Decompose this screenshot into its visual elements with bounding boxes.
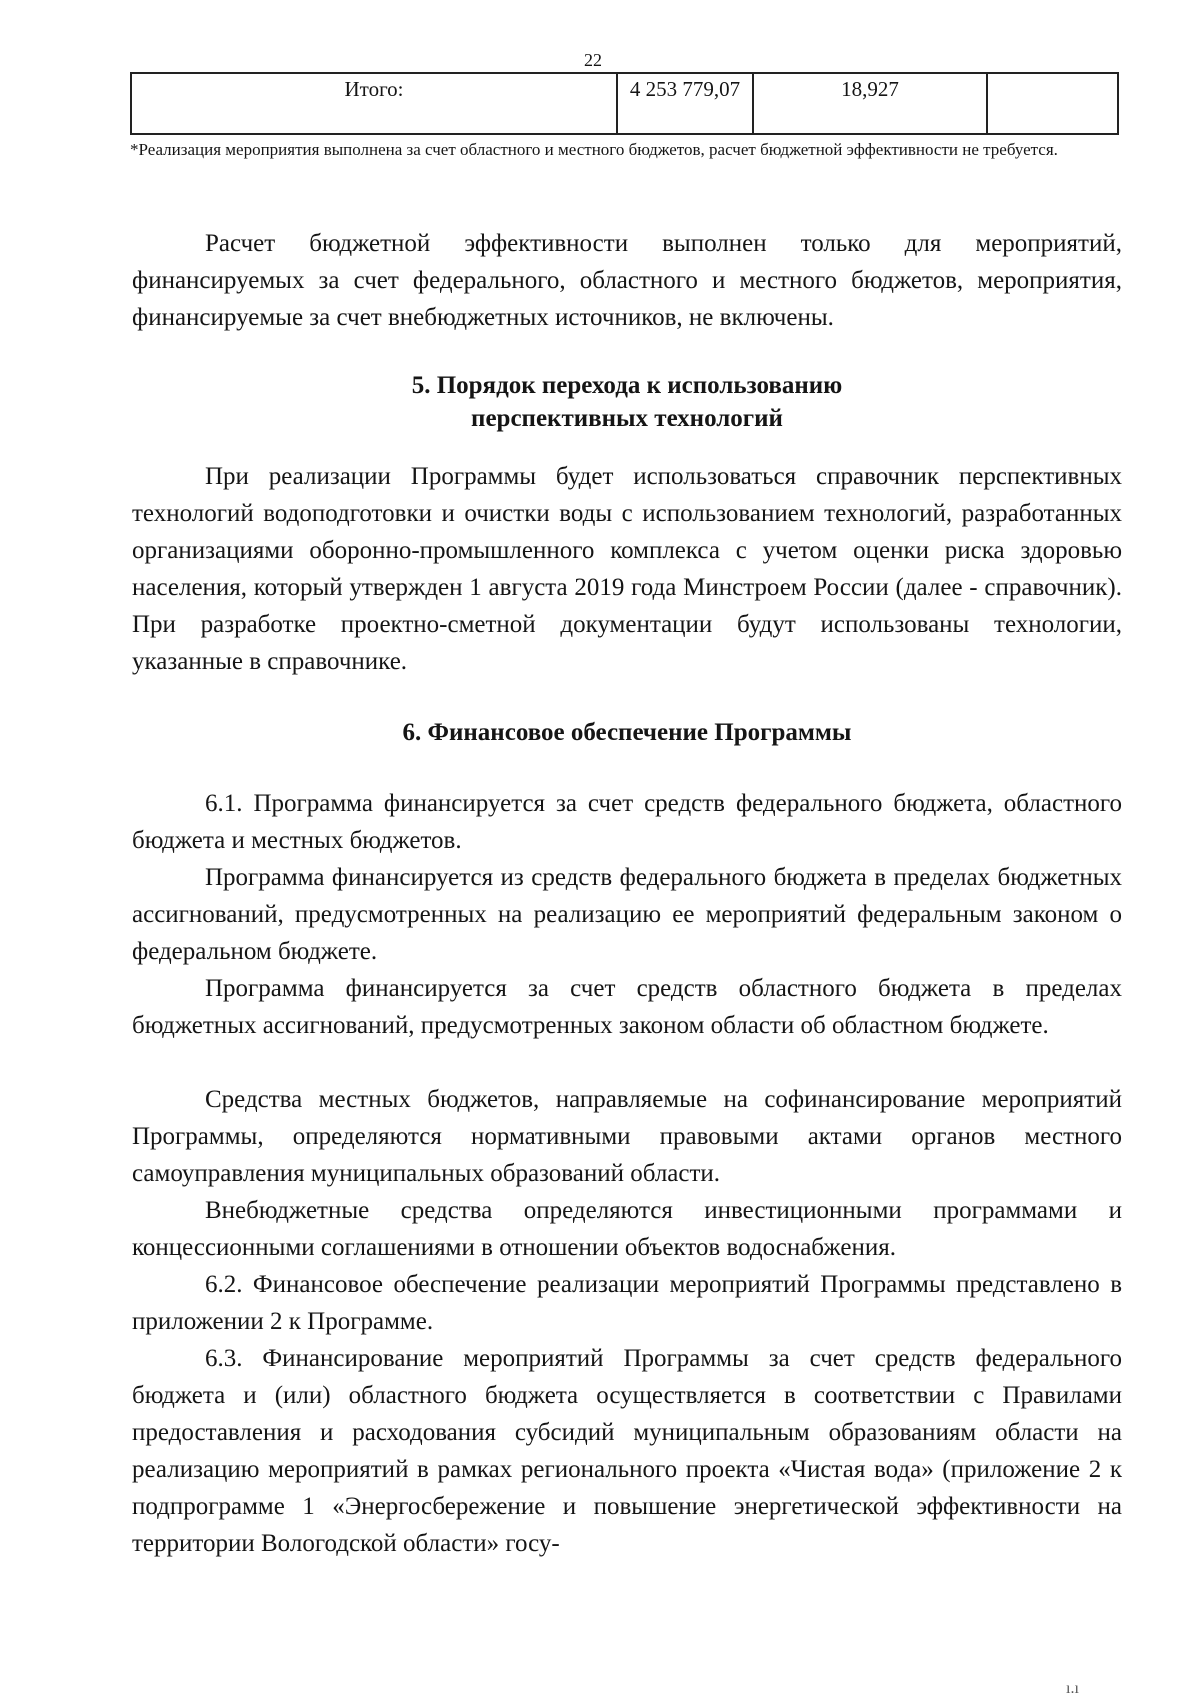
totals-amount: 4 253 779,07 [617,73,753,134]
section6-paragraph: Программа финансируется за счет средств областного бюджета в пределах бюджетных ассигнований, предусмотренных законом области об областном бюджете. [132,975,1122,1039]
section6-paragraph: 6.3. Финансирование мероприятий Программы за счет средств федерального бюджета и (или) областного бюджета осуществляется в соответствии с Правилами предоставления и расходования субсидий муниципальным образованиям области на реализацию мероприятий в рамках регионального проекта «Чистая вода» (приложение 2 к подпрограмме 1 «Энергосбережение и повышение энергетической эффективности на территории Вологодской области» госу- [132,1345,1122,1557]
section5-heading [132,369,1122,435]
section5-paragraph: При реализации Программы будет использоваться справочник перспективных технологий водоподготовки и очистки воды с использованием технологий, разработанных организациями оборонно-промышленного комплекса с учетом оценки риска здоровью населения, который утвержден 1 августа 2019 года Минстроем России (далее - справочник). При разработке проектно-сметной документации будут использованы технологии, указанные в справочнике. [132,463,1122,675]
totals-label: Итого: [131,73,617,134]
page-number: 22 [584,50,602,70]
section6-paragraph: Средства местных бюджетов, направляемые на софинансирование мероприятий Программы, определяются нормативными правовыми актами органов местного самоуправления муниципальных образований области. [132,1086,1122,1187]
totals-table [130,72,1119,135]
table-row [131,73,1118,134]
totals-empty-cell [987,73,1118,134]
section6-heading: 6. Финансовое обеспечение Программы [402,719,852,746]
section5-heading-line1: 5. Порядок перехода к использованию [411,372,843,399]
section6-paragraph: Программа финансируется из средств федерального бюджета в пределах бюджетных ассигнований, предусмотренных на реализацию ее мероприятий федеральным законом о федеральном бюджете. [132,864,1122,965]
section6-paragraph: 6.2. Финансовое обеспечение реализации мероприятий Программы представлено в приложении 2 к Программе. [132,1271,1122,1335]
scan-mark: ı.ı [1066,1680,1079,1697]
totals-ratio: 18,927 [753,73,987,134]
footnote: *Реализация мероприятия выполнена за счет областного и местного бюджетов, расчет бюджетной эффективности не требуется. [130,140,1058,159]
section5-heading-line2: перспективных технологий [471,405,783,432]
section6-paragraph: 6.1. Программа финансируется за счет средств федерального бюджета, областного бюджета и местных бюджетов. [132,790,1122,854]
section6-paragraph: Внебюджетные средства определяются инвестиционными программами и концессионными соглашениями в отношении объектов водоснабжения. [132,1197,1122,1261]
intro-paragraph: Расчет бюджетной эффективности выполнен только для мероприятий, финансируемых за счет федерального, областного и местного бюджетов, мероприятия, финансируемые за счет внебюджетных источников, не включены. [132,230,1122,331]
